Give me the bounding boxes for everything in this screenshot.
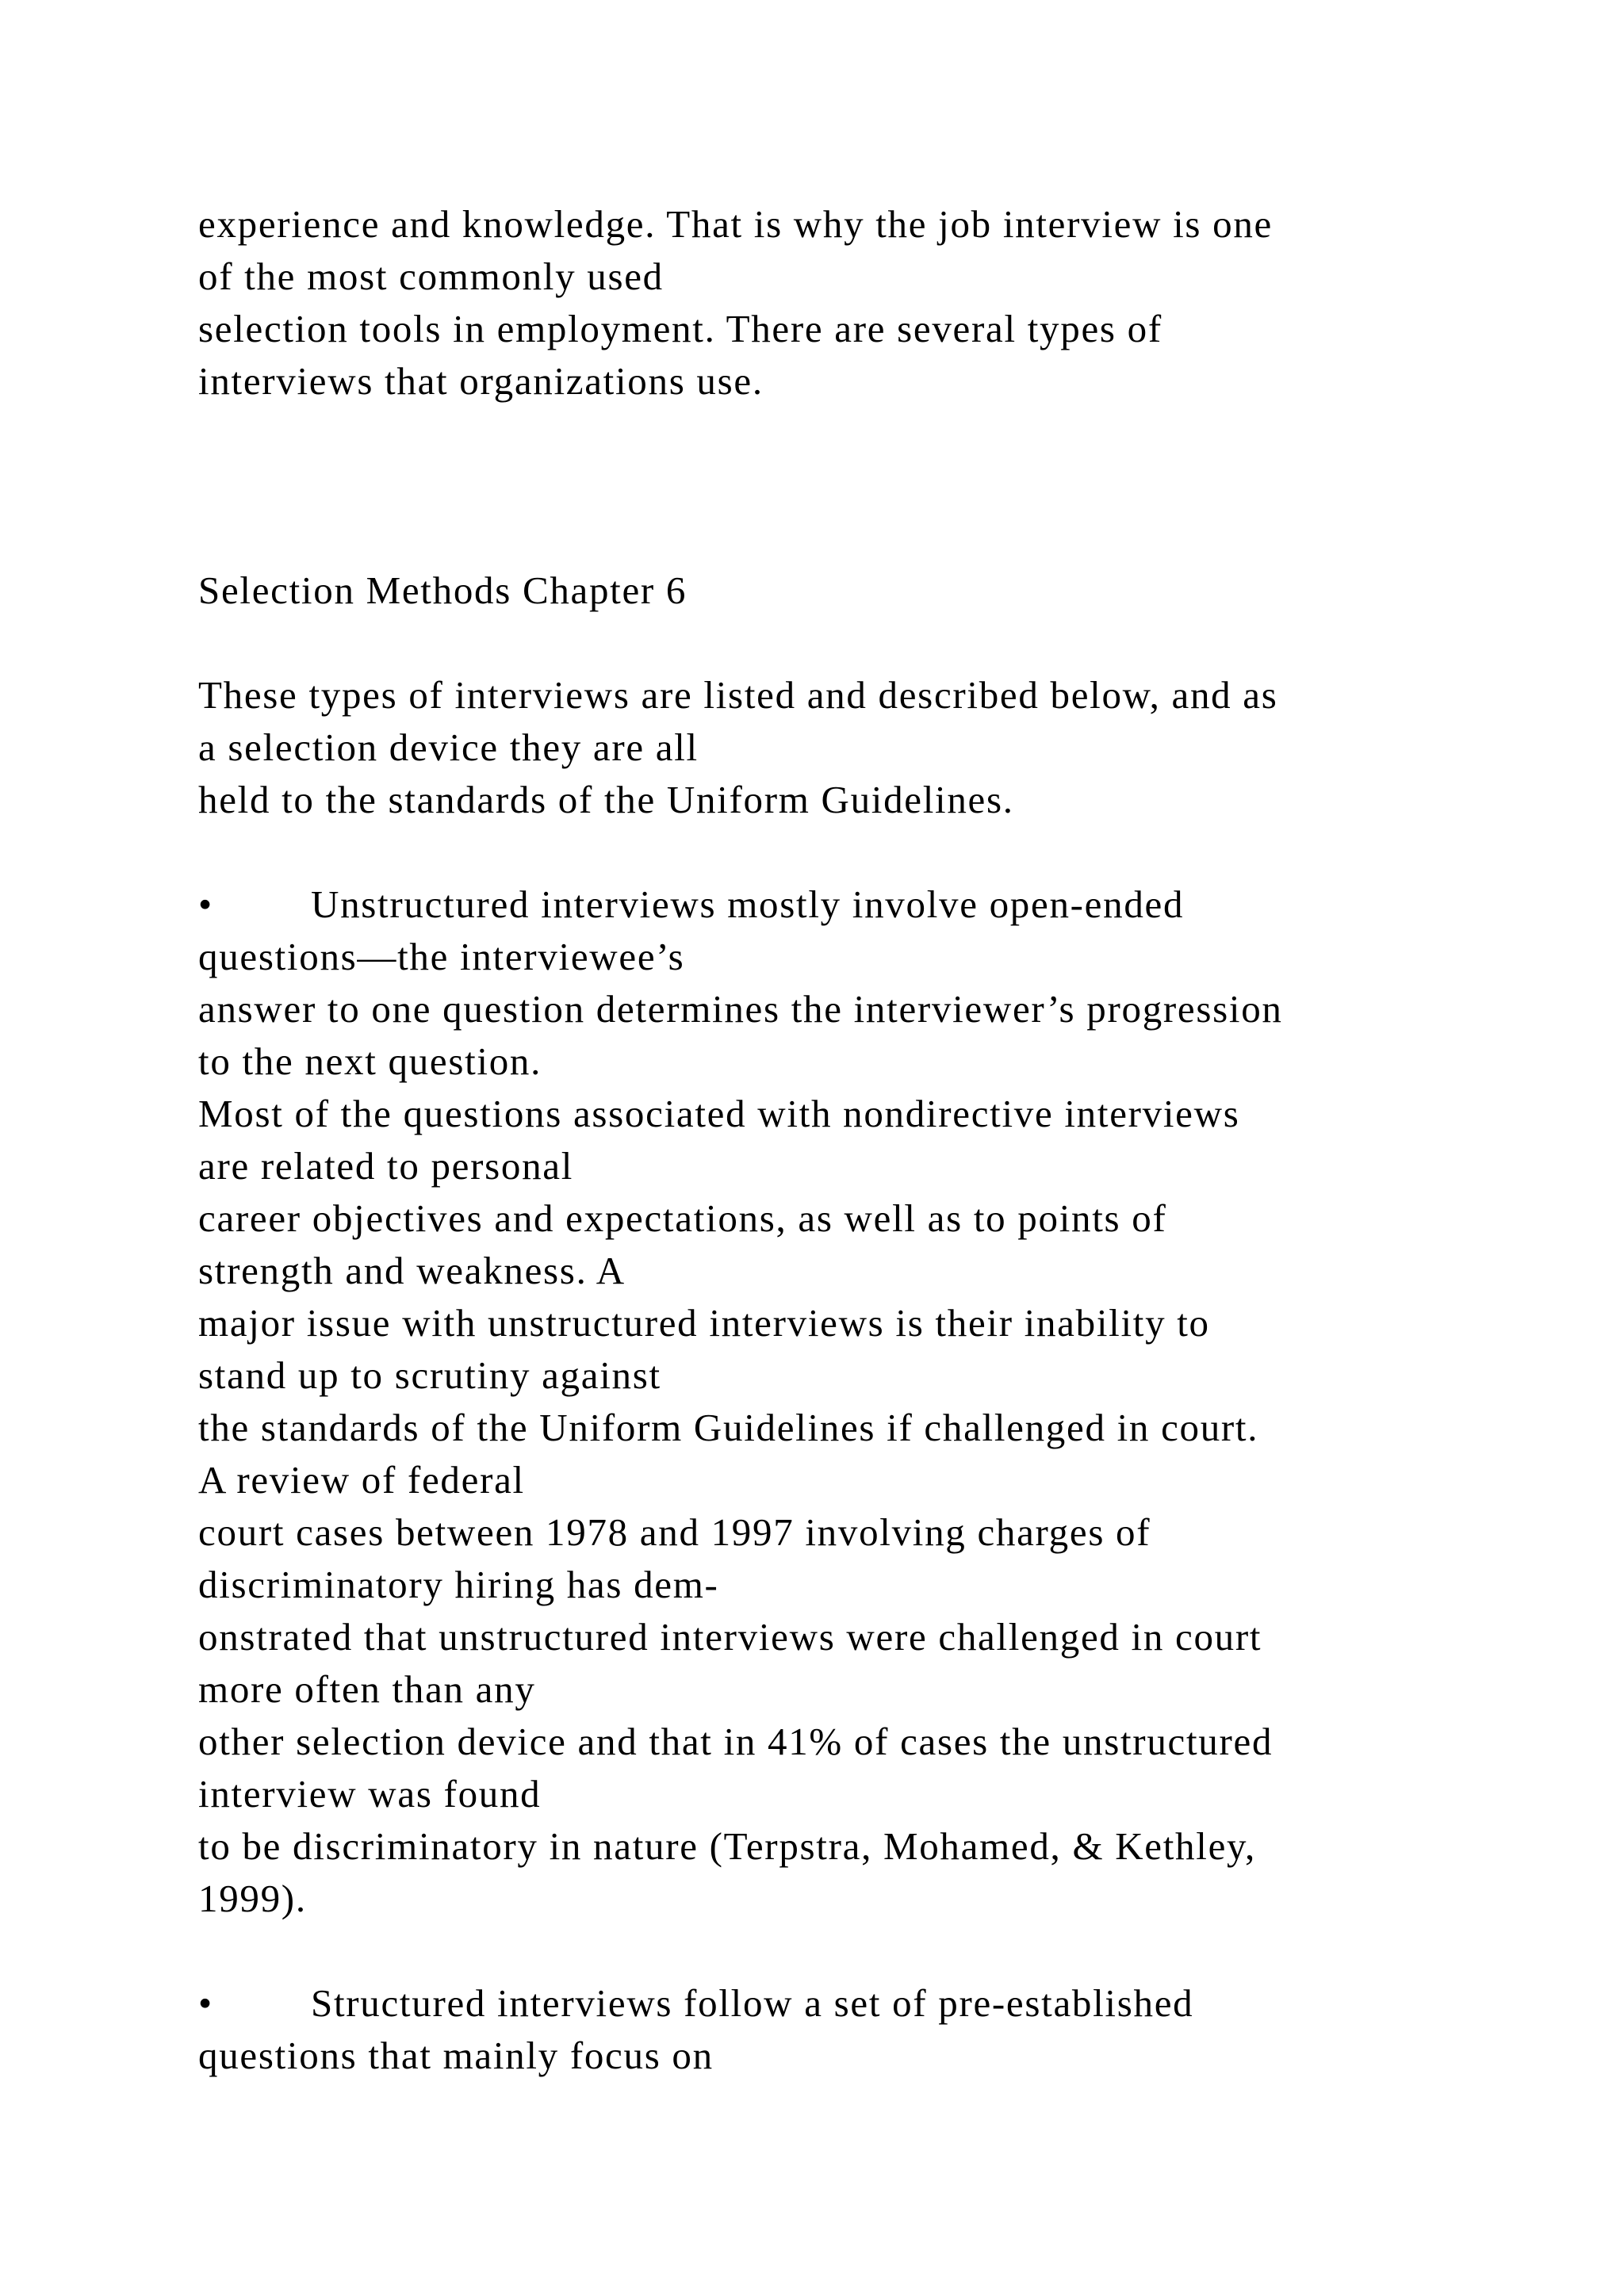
paragraph-line: Most of the questions associated with nondirective interviews bbox=[198, 1092, 1240, 1135]
section-heading: Selection Methods Chapter 6 bbox=[198, 568, 688, 612]
paragraph-line: of the most commonly used bbox=[198, 254, 664, 298]
bullet-marker: • bbox=[198, 1981, 213, 2025]
bullet-item-structured bbox=[198, 1977, 1546, 2030]
paragraph-line: to the next question. bbox=[198, 1039, 542, 1083]
paragraph-line: career objectives and expectations, as well as to points of bbox=[198, 1196, 1167, 1240]
paragraph-line: These types of interviews are listed and described below, and as bbox=[198, 673, 1278, 717]
bullet-marker: • bbox=[198, 882, 213, 926]
paragraph-line: onstrated that unstructured interviews were challenged in court bbox=[198, 1615, 1262, 1659]
paragraph-line: questions—the interviewee’s bbox=[198, 935, 685, 978]
paragraph-line: other selection device and that in 41% of cases the unstructured bbox=[198, 1720, 1274, 1763]
paragraph-line: more often than any bbox=[198, 1667, 536, 1711]
paragraph-line: interview was found bbox=[198, 1772, 542, 1816]
paragraph-line: discriminatory hiring has dem- bbox=[198, 1563, 719, 1606]
spacer bbox=[198, 617, 1546, 669]
spacer bbox=[198, 826, 1546, 878]
paragraph-line: strength and weakness. A bbox=[198, 1249, 626, 1292]
paragraph-line: major issue with unstructured interviews is their inability to bbox=[198, 1301, 1210, 1345]
paragraph-line: answer to one question determines the interviewer’s progression bbox=[198, 987, 1283, 1031]
bullet-first-line: Unstructured interviews mostly involve open-ended bbox=[311, 882, 1185, 926]
document-body bbox=[198, 198, 1546, 2082]
paragraph-line: are related to personal bbox=[198, 1144, 574, 1188]
paragraph-line: held to the standards of the Uniform Guidelines. bbox=[198, 778, 1014, 821]
paragraph-line: A review of federal bbox=[198, 1458, 525, 1502]
spacer bbox=[198, 1925, 1546, 1977]
spacer bbox=[198, 408, 1546, 460]
paragraph-line: the standards of the Uniform Guidelines if challenged in court. bbox=[198, 1406, 1259, 1449]
paragraph-line: interviews that organizations use. bbox=[198, 359, 764, 403]
spacer bbox=[198, 512, 1546, 564]
bullet-first-line: Structured interviews follow a set of pre-established bbox=[311, 1981, 1194, 2025]
paragraph-line: selection tools in employment. There are several types of bbox=[198, 307, 1162, 350]
paragraph-line: to be discriminatory in nature (Terpstra, Mohamed, & Kethley, bbox=[198, 1824, 1256, 1868]
paragraph-line: a selection device they are all bbox=[198, 725, 699, 769]
bullet-item-unstructured bbox=[198, 878, 1546, 931]
spacer bbox=[198, 460, 1546, 512]
paragraph-line: court cases between 1978 and 1997 involving charges of bbox=[198, 1510, 1151, 1554]
paragraph-line: experience and knowledge. That is why the job interview is one bbox=[198, 202, 1273, 246]
paragraph-line: questions that mainly focus on bbox=[198, 2034, 714, 2077]
paragraph-line: 1999). bbox=[198, 1877, 307, 1920]
paragraph-line: stand up to scrutiny against bbox=[198, 1353, 661, 1397]
